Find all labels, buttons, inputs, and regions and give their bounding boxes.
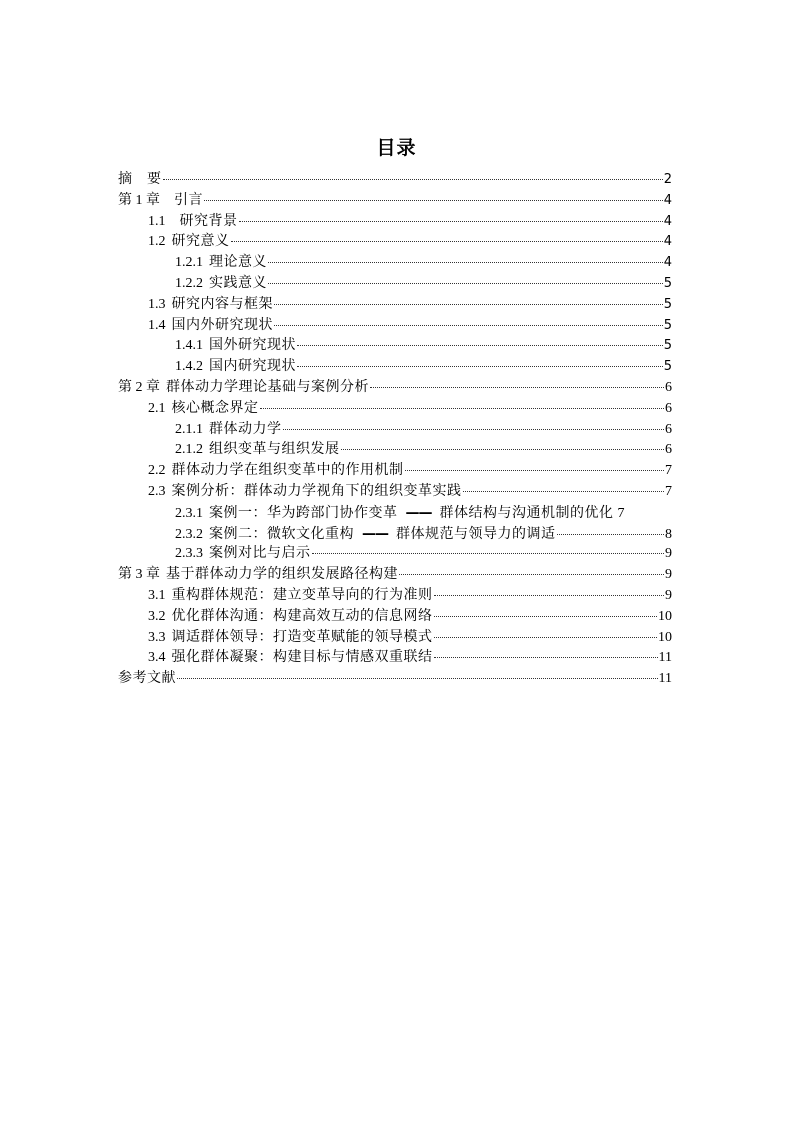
toc-entry-text: 群体动力学在组织变革中的作用机制	[171, 463, 404, 479]
dot-leader	[274, 324, 663, 326]
toc-entry-section-2-2[interactable]	[118, 461, 672, 482]
toc-entry-section-1-2-2[interactable]	[118, 274, 672, 295]
toc-entry-number: 1.2	[148, 234, 166, 250]
dot-leader	[405, 469, 665, 471]
toc-entry-number: 2.1.1	[175, 421, 203, 437]
dot-leader	[370, 386, 664, 388]
toc-entry-label	[175, 544, 311, 565]
toc-entry-number: 2.3.3	[175, 546, 203, 562]
toc-entry-text: 案例分析：群体动力学视角下的组织变革实践	[171, 483, 462, 499]
toc-entry-label	[148, 295, 273, 316]
toc-entry-page: 10	[658, 629, 672, 645]
toc-entry-text: 引言	[174, 192, 203, 208]
toc-entry-subtitle: 群体规范与领导力的调适	[396, 526, 556, 542]
toc-entry-label	[175, 357, 296, 378]
toc-entry-page: 5	[663, 359, 672, 375]
toc-entry-number: 1.4.1	[175, 338, 203, 354]
toc-entry-number: 3.4	[148, 650, 166, 666]
toc-entry-text: 组织变革与组织发展	[209, 442, 340, 458]
toc-entry-section-3-1[interactable]	[118, 586, 672, 607]
dot-leader	[283, 428, 665, 430]
dot-leader	[434, 615, 658, 617]
toc-entry-section-2-3-2[interactable]	[118, 524, 672, 545]
toc-entry-label	[118, 669, 176, 690]
toc-entry-page: 4	[663, 234, 672, 250]
toc-entry-number: 2.2	[148, 463, 166, 479]
toc-entry-number: 1.2.1	[175, 255, 203, 271]
toc-entry-label	[148, 607, 433, 628]
toc-entry-label	[118, 191, 203, 212]
em-dash-separator: ——	[362, 525, 388, 542]
toc-entry-page: 4	[663, 255, 672, 271]
toc-entry-label	[118, 170, 162, 191]
toc-entry-page: 6	[665, 421, 672, 437]
toc-entry-section-2-3-3[interactable]	[118, 544, 672, 565]
toc-entry-text: 研究背景	[179, 213, 238, 229]
dot-leader	[463, 490, 665, 492]
toc-entry-label	[148, 482, 462, 503]
toc-entry-section-2-3[interactable]	[118, 482, 672, 503]
toc-entry-text: 案例二：微软文化重构	[209, 526, 354, 542]
toc-entry-page: 6	[665, 400, 672, 416]
toc-entry-number: 2.1.2	[175, 442, 203, 458]
toc-entry-text: 强化群体凝聚：构建目标与情感双重联结	[171, 650, 433, 666]
toc-entry-chapter-3[interactable]	[118, 565, 672, 586]
toc-entry-section-1-2-1[interactable]	[118, 253, 672, 274]
toc-entry-section-1-2[interactable]	[118, 232, 672, 253]
toc-entry-page: 6	[665, 379, 672, 395]
toc-entry-section-2-1-1[interactable]	[118, 420, 672, 441]
toc-entry-text: 调适群体领导：打造变革赋能的领导模式	[171, 629, 433, 645]
dot-leader	[274, 303, 663, 305]
dot-leader	[204, 199, 663, 201]
dot-leader	[434, 594, 665, 596]
toc-entry-text: 实践意义	[209, 275, 267, 291]
toc-entry-chapter-2[interactable]	[118, 378, 672, 399]
toc-entry-label	[118, 378, 369, 399]
toc-entry-number: 3.1	[148, 587, 166, 603]
toc-entry-page: 2	[663, 172, 672, 187]
toc-entry-label	[148, 628, 433, 649]
toc-title: 目录	[376, 137, 417, 159]
toc-entry-section-2-3-1[interactable]	[118, 503, 672, 524]
dot-leader	[163, 178, 663, 180]
toc-entry-page: 9	[665, 546, 672, 562]
toc-entry-label	[148, 212, 238, 233]
toc-entry-text: 核心概念界定	[171, 400, 259, 416]
toc-entry-label	[175, 524, 556, 546]
toc-entry-label	[175, 420, 282, 441]
toc-entry-text: 重构群体规范：建立变革导向的行为准则	[171, 587, 433, 603]
toc-entry-number: 第 3 章	[118, 567, 160, 583]
toc-entry-number: 第 1 章	[118, 192, 160, 208]
toc-entry-text: 研究意义	[171, 234, 230, 250]
toc-entry-text: 群体动力学理论基础与案例分析	[166, 379, 369, 395]
toc-entry-label	[148, 461, 404, 482]
toc-entry-references[interactable]	[118, 669, 672, 690]
toc-entry-page: 7	[617, 505, 625, 521]
toc-entry-page: 9	[665, 567, 672, 583]
toc-entry-label	[118, 565, 398, 586]
toc-entry-label	[175, 336, 296, 357]
toc-entry-page: 4	[663, 213, 672, 229]
toc-entry-number: 1.4	[148, 317, 166, 333]
toc-entry-text: 群体动力学	[209, 421, 282, 437]
toc-entry-page: 9	[665, 587, 672, 603]
toc-entry-section-3-2[interactable]	[118, 607, 672, 628]
toc-entry-page: 11	[658, 671, 672, 687]
dot-leader	[297, 365, 663, 367]
toc-entry-text: 案例对比与启示	[209, 546, 311, 562]
toc-entry-page: 11	[658, 650, 672, 666]
toc-entry-label	[148, 648, 433, 669]
toc-entry-text: 摘 要	[118, 172, 162, 187]
dot-leader	[399, 573, 664, 575]
dot-leader	[177, 677, 658, 679]
toc-entry-section-1-1[interactable]	[118, 212, 672, 233]
toc-entry-page: 6	[665, 442, 672, 458]
em-dash-separator: ——	[405, 504, 432, 521]
toc-entry-page: 5	[663, 317, 672, 333]
toc-entry-number: 1.4.2	[175, 359, 203, 375]
toc-entry-number: 2.1	[148, 400, 166, 416]
toc-entry-chapter-1[interactable]	[118, 191, 672, 212]
toc-entry-page: 7	[665, 463, 672, 479]
toc-entry-page: 5	[663, 338, 672, 354]
toc-entry-text: 国内外研究现状	[171, 317, 273, 333]
toc-entry-section-2-1-2[interactable]	[118, 440, 672, 461]
dot-leader	[268, 261, 663, 263]
toc-entry-number: 1.3	[148, 296, 166, 312]
toc-entry-section-3-3[interactable]	[118, 628, 672, 649]
toc-entry-text: 案例一：华为跨部门协作变革	[209, 505, 398, 521]
toc-entry-section-3-4[interactable]	[118, 648, 672, 669]
toc-entry-text: 国内研究现状	[209, 359, 296, 375]
toc-entry-abstract[interactable]	[118, 170, 672, 191]
toc-entry-number: 2.3	[148, 483, 166, 499]
dot-leader	[260, 407, 665, 409]
dot-leader	[434, 636, 658, 638]
dot-leader	[434, 656, 658, 658]
toc-entry-number: 2.3.2	[175, 526, 203, 542]
toc-entry-label	[148, 586, 433, 607]
dot-leader	[615, 513, 617, 514]
toc-entry-text: 理论意义	[209, 255, 267, 271]
toc-entry-number: 1.2.2	[175, 275, 203, 291]
toc-entry-label	[175, 253, 267, 274]
toc-entry-section-2-1[interactable]	[118, 399, 672, 420]
toc-entry-label	[148, 232, 230, 253]
toc-entry-page: 7	[665, 483, 672, 499]
toc-entry-label	[175, 274, 267, 295]
toc-entry-label	[175, 440, 340, 461]
toc-entry-text: 参考文献	[118, 671, 176, 687]
toc-entry-page: 10	[658, 608, 672, 624]
toc-entry-label	[148, 399, 259, 420]
toc-entry-label	[175, 503, 614, 525]
toc-entry-text: 国外研究现状	[209, 338, 296, 354]
toc-entry-section-1-4-1[interactable]	[118, 336, 672, 357]
toc-entry-label	[148, 316, 273, 337]
toc-entry-text: 优化群体沟通：构建高效互动的信息网络	[171, 608, 433, 624]
dot-leader	[312, 552, 665, 554]
toc-entry-number: 1.1	[148, 213, 166, 229]
toc-entry-number: 2.3.1	[175, 505, 203, 521]
toc-entry-subtitle: 群体结构与沟通机制的优化	[439, 505, 614, 521]
toc-entry-page: 8	[665, 526, 672, 542]
dot-leader	[231, 240, 663, 242]
toc-entry-page: 5	[663, 296, 672, 312]
toc-entry-section-1-3[interactable]	[118, 295, 672, 316]
dot-leader	[268, 282, 663, 284]
dot-leader	[297, 344, 663, 346]
dot-leader	[239, 220, 663, 222]
toc-entry-number: 第 2 章	[118, 379, 160, 395]
toc-entry-number: 3.3	[148, 629, 166, 645]
toc-entry-section-1-4[interactable]	[118, 316, 672, 337]
toc-entry-number: 3.2	[148, 608, 166, 624]
table-of-contents	[118, 170, 672, 690]
toc-entry-page: 4	[663, 192, 672, 208]
toc-entry-text: 研究内容与框架	[171, 296, 273, 312]
toc-entry-page: 5	[663, 275, 672, 291]
toc-entry-text: 基于群体动力学的组织发展路径构建	[166, 567, 398, 583]
dot-leader	[341, 448, 665, 450]
dot-leader	[557, 533, 665, 535]
toc-entry-section-1-4-2[interactable]	[118, 357, 672, 378]
